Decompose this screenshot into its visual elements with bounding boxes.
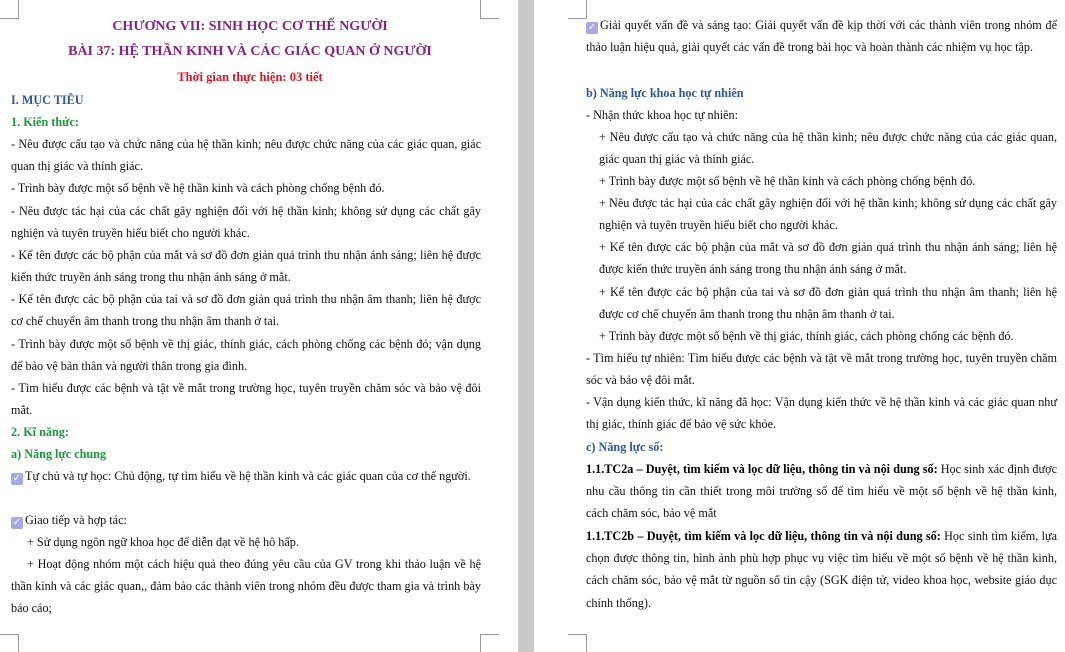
knowledge-item-1: - Nêu được cấu tạo và chức năng của hệ thần kinh; nêu được chức năng của các giác quan, giác quan thị giác và thính giác. — [11, 137, 481, 174]
knowledge-item-4: - Kể tên được các bộ phận của mắt và sơ đồ đơn giản quá trình thu nhận ánh sáng; liên hệ được kiến thức truyền ánh sáng trong thu nhận ánh sáng ở mắt. — [11, 248, 481, 285]
general-item-communication-text: Giao tiếp và hợp tác: — [25, 513, 127, 527]
communication-item-2: + Hoạt động nhóm một cách hiệu quả theo đúng yêu cầu của GV trong khi thảo luận về hệ thần kinh và các giác quan,, đảm bảo các thành viên trong nhóm đều được tham gia và trình bày báo cáo; — [11, 557, 481, 616]
section-objectives: I. MỤC TIÊU — [11, 93, 84, 107]
checkbox-icon: ✓ — [12, 517, 22, 528]
natural-item-2: + Trình bày được một số bệnh về hệ thần kinh và cách phòng chống bệnh đó. — [599, 174, 976, 188]
digital-item-2 — [586, 525, 1057, 614]
crop-mark-bottom-left — [0, 634, 19, 652]
general-item-self-study — [11, 465, 481, 487]
digital-item-1 — [586, 458, 1057, 525]
natural-science-heading: b) Năng lực khoa học tự nhiên — [586, 86, 744, 100]
natural-item-0: - Nhận thức khoa học tự nhiên: — [586, 108, 738, 122]
digital-item-1-text: Học sinh xác định được nhu cầu thông tin cần thiết trong môi trường số để tìm hiểu về một số bệnh về hệ thần kinh, cách chăm sóc, bảo vệ mắt — [586, 462, 1057, 521]
duration-text: Thời gian thực hiện: 03 tiết — [177, 70, 323, 84]
knowledge-item-2: - Trình bày được một số bệnh về hệ thần kinh và cách phòng chống bệnh đó. — [11, 181, 385, 195]
knowledge-item-3: - Nêu được tác hại của các chất gây nghiện đối với hệ thần kinh; không sử dụng các chất gây nghiện và tuyên truyền hiểu biết cho người khác. — [11, 204, 481, 241]
general-item-problem-solving-text: Giải quyết vấn đề và sáng tạo: Giải quyết vấn đề kịp thời với các thành viên trong nhóm để thảo luận hiệu quả, giải quyết các vấn đề trong bài học và hoàn thành các nhiệm vụ học tập. — [586, 18, 1057, 55]
crop-mark-top-left — [568, 0, 587, 19]
digital-item-2-text: Học sinh tìm kiếm, lựa chọn được thông tin, hình ảnh phù hợp phục vụ việc tìm hiểu về một số bệnh về hệ thần kinh, cách chăm sóc, bảo vệ mắt từ nguồn số tin cậy (SGK điện tử, video khoa học, website giáo dục chính thống). — [586, 529, 1057, 610]
document-page-left — [0, 0, 518, 652]
natural-item-3: + Nêu được tác hại của các chất gây nghiện đối với hệ thần kinh; không sử dụng các chất gây nghiện và tuyên truyền hiểu biết cho người khác. — [599, 196, 1057, 233]
natural-item-6: + Trình bày được một số bệnh về thị giác, thính giác, cách phòng chống các bệnh đó. — [599, 329, 1014, 343]
knowledge-item-6: - Trình bày được một số bệnh về thị giác, thính giác, cách phòng chống các bệnh đó; vận dụng để bảo vệ bản thân và người thân trong gia đình. — [11, 337, 481, 374]
knowledge-heading-text: 1. Kiến thức: — [11, 115, 79, 129]
natural-item-1: + Nêu được cấu tạo và chức năng của hệ thần kinh; nêu được chức năng của các giác quan, giác quan thị giác và thính giác. — [599, 130, 1057, 167]
general-item-communication — [11, 509, 481, 531]
crop-mark-bottom-right — [480, 634, 499, 652]
document-page-right — [534, 0, 1065, 652]
general-item-self-study-text: Tự chủ và tự học: Chủ động, tự tìm hiểu về hệ thần kinh và các giác quan của cơ thể người. — [25, 469, 471, 483]
digital-competence-heading: c) Năng lực số: — [586, 440, 664, 454]
natural-item-4: + Kể tên được các bộ phận của mắt và sơ đồ đơn giản quá trình thu nhận ánh sáng; liên hệ được kiến thức truyền ánh sáng trong thu nhận ánh sáng ở mắt. — [599, 240, 1057, 277]
communication-item-1: + Sử dụng ngôn ngữ khoa học để diễn đạt về hệ hô hấp. — [27, 535, 299, 549]
skills-heading: 2. Kĩ năng: — [11, 425, 69, 439]
checkbox-icon: ✓ — [12, 473, 22, 484]
lesson-title: BÀI 37: HỆ THẦN KINH VÀ CÁC GIÁC QUAN Ở NGƯỜI — [68, 44, 432, 59]
general-item-problem-solving — [586, 14, 1057, 58]
natural-item-5: + Kể tên được các bộ phận của tai và sơ đồ đơn giản quá trình thu nhận âm thanh; liên hệ được cơ chế chuyển âm thanh trong thu nhận âm thanh ở tai. — [599, 285, 1057, 322]
knowledge-item-7: - Tìm hiểu được các bệnh và tật về mắt trong trường học, tuyên truyền chăm sóc và bảo vệ đôi mắt. — [11, 381, 481, 418]
natural-item-8: - Vận dụng kiến thức, kĩ năng đã học: Vận dụng kiến thức về hệ thần kinh và các giác quan như thị giác, thính giác để bảo vệ sức khỏe. — [586, 395, 1057, 432]
knowledge-item-5: - Kể tên được các bộ phận của tai và sơ đồ đơn giản quá trình thu nhận âm thanh; liên hệ được cơ chế chuyển âm thanh trong thu nhận âm thanh ở tai. — [11, 292, 481, 329]
general-competence-heading: a) Năng lực chung — [11, 447, 107, 461]
crop-mark-bottom-left — [568, 634, 587, 652]
digital-item-2-code: 1.1.TC2b – Duyệt, tìm kiếm và lọc dữ liệu, thông tin và nội dung số: — [586, 529, 941, 543]
checkbox-icon: ✓ — [587, 22, 597, 33]
digital-item-1-code: 1.1.TC2a – Duyệt, tìm kiếm và lọc dữ liệu, thông tin và nội dung số: — [586, 462, 938, 476]
chapter-title: CHƯƠNG VII: SINH HỌC CƠ THỂ NGƯỜI — [112, 19, 388, 34]
natural-item-7: - Tìm hiểu tự nhiên: Tìm hiểu được các bệnh và tật về mắt trong trường học, tuyên truyền chăm sóc và bảo vệ đôi mắt. — [586, 351, 1057, 388]
knowledge-heading — [11, 111, 481, 133]
